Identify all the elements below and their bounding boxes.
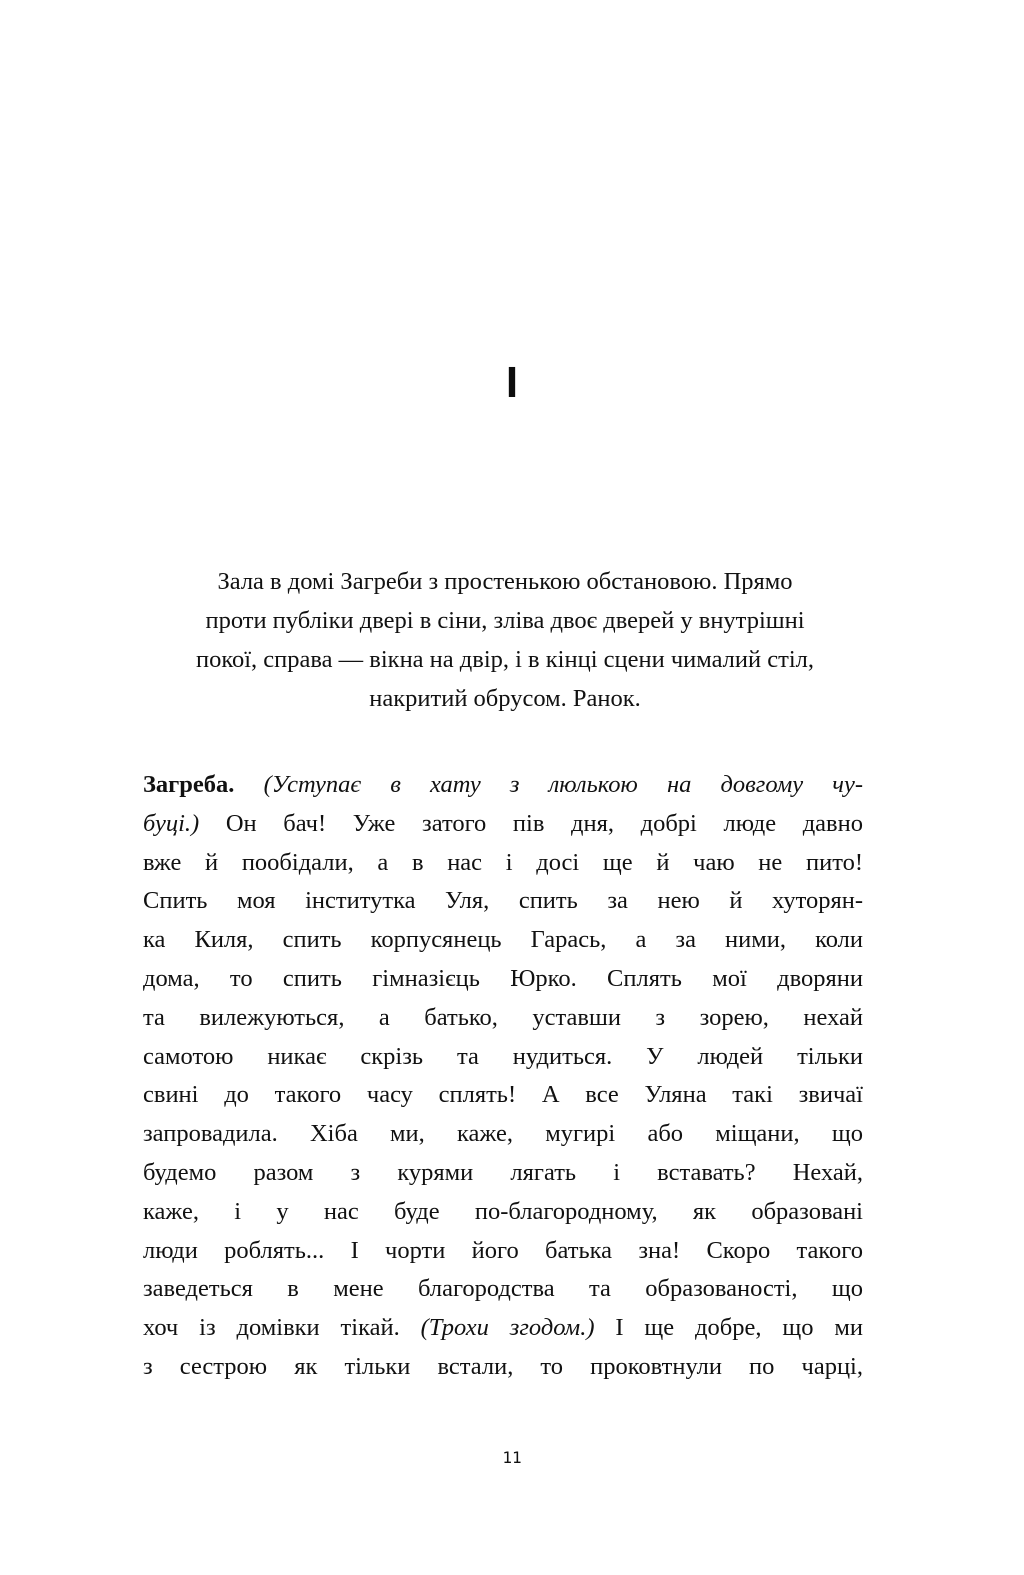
speaker-name: Загреба. bbox=[143, 771, 235, 798]
stage-remark: (Уступає в хату з люлькою на довгому чу- bbox=[263, 771, 864, 798]
stage-direction-line: покої, справа — вікна на двір, і в кінці сцени чималий стіл, bbox=[195, 646, 814, 673]
speech-text: І ще добре, що ми bbox=[615, 1314, 863, 1342]
speech-line: каже, і у нас буде по-благородному, як образовані bbox=[143, 1197, 863, 1225]
speech-text: Он бач! Уже затого пів дня, добрі люде давно bbox=[225, 809, 863, 837]
stage-remark: буці.) bbox=[143, 809, 200, 837]
speech-line: заведеться в мене благородства та образованості, що bbox=[143, 1275, 863, 1303]
page-number: 11 bbox=[502, 1448, 522, 1467]
speech-line: будемо разом з курями лягать і вставать? Нехай, bbox=[143, 1158, 863, 1186]
speech-line: свині до такого часу сплять! А все Уляна такі звичаї bbox=[143, 1081, 863, 1109]
speech-line: запровадила. Хіба ми, каже, мугирі або міщани, що bbox=[143, 1120, 863, 1148]
speech-line: з сестрою як тільки встали, то проковтнули по чарці, bbox=[143, 1352, 863, 1380]
speech-line: Спить моя інститутка Уля, спить за нею й хуторян- bbox=[143, 887, 863, 915]
stage-direction bbox=[140, 562, 870, 718]
speech-line: ка Киля, спить корпусянець Гарась, а за ними, коли bbox=[143, 926, 863, 954]
speech-line bbox=[143, 1309, 863, 1348]
stage-direction-line: Зала в домі Загреби з простенькою обстановою. Прямо bbox=[217, 568, 793, 595]
stage-direction-line: накритий обрусом. Ранок. bbox=[369, 685, 641, 712]
speech-block bbox=[143, 766, 863, 1387]
stage-remark: (Трохи згодом.) bbox=[420, 1314, 595, 1342]
speech-text: хоч із домівки тікай. bbox=[143, 1314, 400, 1342]
stage-direction-line: проти публіки двері в сіни, зліва двоє дверей у внутрішні bbox=[205, 607, 805, 634]
speech-line: дома, то спить гімназієць Юрко. Сплять мої дворяни bbox=[143, 964, 863, 992]
speech-line: люди роблять... І чорти його батька зна! Скоро такого bbox=[143, 1236, 863, 1264]
speech-line bbox=[143, 805, 863, 844]
speech-line bbox=[143, 766, 863, 805]
speech-line: самотою никає скрізь та нудиться. У людей тільки bbox=[143, 1042, 863, 1070]
speech-line: та вилежуються, а батько, уставши з зорею, нехай bbox=[143, 1003, 863, 1031]
chapter-number: I bbox=[505, 358, 519, 407]
speech-line: вже й пообідали, а в нас і досі ще й чаю не пито! bbox=[143, 848, 863, 876]
